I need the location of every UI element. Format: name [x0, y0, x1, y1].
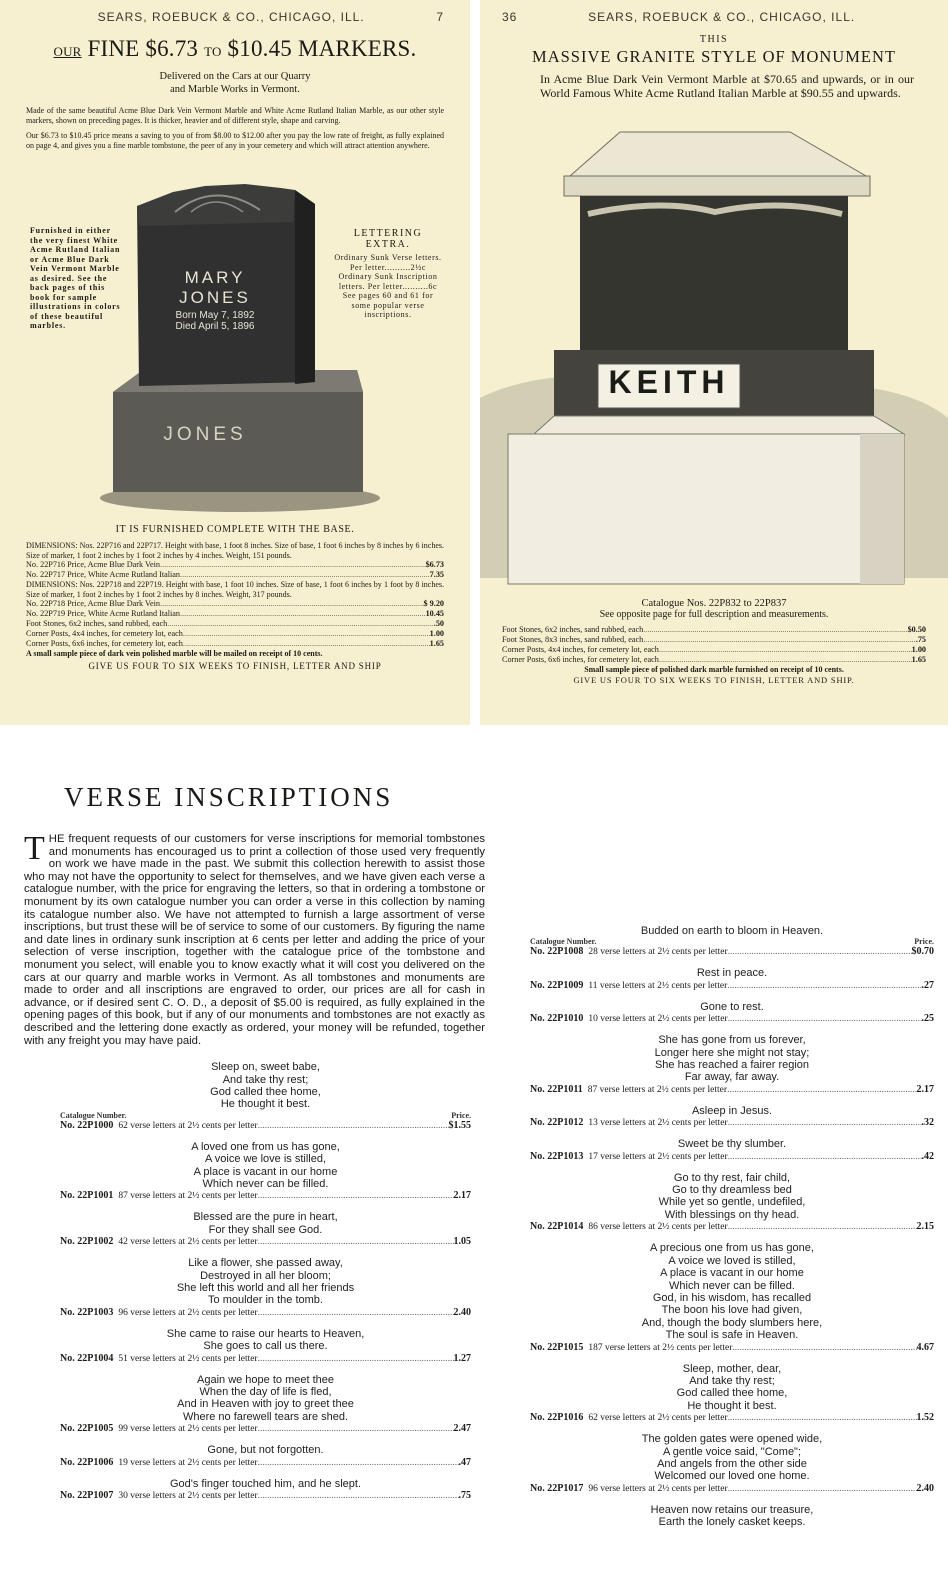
leader-dots [643, 635, 916, 645]
verse-text [530, 1138, 934, 1150]
verse-list-left [20, 1047, 489, 1501]
price-row-value: $ 9.20 [423, 599, 444, 608]
running-head [26, 10, 444, 24]
monument-illustration [480, 128, 948, 590]
catalogue-number: No. 22P1003 [60, 1306, 114, 1318]
leader-dots [258, 1191, 454, 1201]
verse-line: She came to raise our hearts to Heaven, [166, 1327, 365, 1340]
catalogue-number: No. 22P1000 [60, 1119, 114, 1131]
dimensions-block [26, 524, 444, 671]
description-para-1: Made of the same beautiful Acme Blue Dark Vein Vermont Marble and White Acme Rutland Italian Marble, as our other style markers, shown on preceding pages. It is thicker, heavier and of different style, shape and carving. [26, 106, 444, 125]
stone-name-2: JONES [179, 288, 251, 307]
verse-price: .75 [458, 1490, 471, 1502]
verse-price: 2.40 [916, 1482, 934, 1494]
stone-died: Died April 5, 1896 [175, 321, 255, 332]
monument-prices [502, 598, 926, 685]
price-row-value: 7.35 [429, 570, 444, 579]
price-row-label: Corner Posts, 4x4 inches, for cemetery lot, each [502, 645, 659, 654]
leader-dots [258, 1237, 454, 1247]
leader-dots [258, 1458, 459, 1468]
verse-line: Heaven now retains our treasure, [650, 1503, 814, 1516]
sample-note: A small sample piece of dark vein polished marble will be mailed on receipt of 10 cents. [26, 649, 323, 658]
verse-line: He thought it best. [687, 1399, 777, 1412]
verse-text [60, 1328, 471, 1353]
catalogue-number: No. 22P1006 [60, 1456, 114, 1468]
verse-entry-row [530, 1117, 934, 1128]
price-row-label: Foot Stones, 6x2 inches, sand rubbed, each [502, 625, 644, 634]
verse-entry-row [60, 1190, 471, 1201]
page-title: MASSIVE GRANITE STYLE OF MONUMENT [532, 47, 896, 66]
leader-dots [258, 1121, 449, 1131]
catalogue-number: No. 22P1004 [60, 1352, 114, 1364]
verse-entry-row [60, 1353, 471, 1364]
letter-count: 13 verse letters at 2½ cents per letter [588, 1118, 728, 1129]
letter-count: 10 verse letters at 2½ cents per letter [588, 1014, 728, 1025]
verse-line: Which never can be filled. [202, 1177, 329, 1190]
leader-dots [183, 639, 430, 649]
price-row [26, 609, 444, 619]
verse-text [60, 1478, 471, 1490]
leader-dots [183, 629, 430, 639]
verse-line: The soul is safe in Heaven. [665, 1329, 799, 1342]
verse-line: God's finger touched him, and he slept. [169, 1477, 362, 1490]
price-row-label: Corner Posts, 6x6 inches, for cemetery lot, each [26, 639, 183, 648]
lettering-title: LETTERING EXTRA. [353, 228, 423, 250]
base-inscription: JONES [163, 424, 247, 445]
verse-line: She goes to call us there. [203, 1340, 328, 1353]
letter-count: 51 verse letters at 2½ cents per letter [118, 1353, 258, 1364]
letter-count: 96 verse letters at 2½ cents per letter [588, 1483, 728, 1494]
verse-line: Asleep in Jesus. [691, 1104, 773, 1117]
verse-price: $0.70 [911, 946, 934, 958]
delivered-note [26, 70, 444, 96]
leader-dots [728, 1014, 922, 1024]
catalogue-number: No. 22P1009 [530, 979, 584, 991]
price-label: Price. [451, 1110, 471, 1120]
catalogue-number: No. 22P1010 [530, 1013, 584, 1025]
catalogue-header [60, 1111, 471, 1120]
leader-dots [258, 1424, 454, 1434]
verse-price: 1.52 [916, 1412, 934, 1424]
verse-entry-row [60, 1490, 471, 1501]
verse-text [530, 1001, 934, 1013]
description-para-2: Our $6.73 to $10.45 price means a saving to you of from $8.00 to $12.00 after you pay the low rate of freight, as fully explained on page 4, and gives you a fine marble tombstone, the peer of any in your cemetery and which will attract attention anywhere. [26, 131, 444, 150]
price-row [502, 655, 926, 665]
verse-price: $1.55 [448, 1119, 471, 1131]
stone-born: Born May 7, 1892 [175, 310, 255, 321]
verse-line: Gone, but not forgotten. [207, 1444, 324, 1457]
leader-dots [180, 570, 430, 580]
leader-dots [258, 1491, 459, 1501]
letter-count: 86 verse letters at 2½ cents per letter [588, 1222, 728, 1233]
catalogue-number: No. 22P1013 [530, 1150, 584, 1162]
monument-subtitle: In Acme Blue Dark Vein Vermont Marble at $70.65 and upwards, or in our World Famous White Acme Rutland Italian Marble at $90.55 and upwards. [540, 72, 914, 100]
verse-line: Which never can be filled. [669, 1279, 795, 1292]
intro-dropcap: T [24, 830, 45, 867]
verse-text [530, 1363, 934, 1413]
letter-count: 19 verse letters at 2½ cents per letter [118, 1457, 258, 1468]
verse-line: When the day of life is fled, [199, 1386, 332, 1398]
price-row [26, 639, 444, 649]
letter-count: 17 verse letters at 2½ cents per letter [588, 1151, 728, 1162]
running-head-title: SEARS, ROEBUCK & CO., CHICAGO, ILL. [588, 10, 856, 24]
marker-illustration [95, 182, 385, 512]
price-row [26, 599, 444, 609]
leader-dots [167, 619, 434, 629]
title-small: OUR [53, 44, 82, 59]
verse-line: Go to thy dreamless bed [672, 1184, 792, 1197]
verse-line: She left this world and all her friends [176, 1281, 355, 1294]
letter-count: 187 verse letters at 2½ cents per letter [588, 1342, 733, 1353]
verse-price: 2.15 [916, 1221, 934, 1233]
see-opposite: See opposite page for full description and measurements. [599, 609, 829, 620]
verse-line: Like a flower, she passed away, [188, 1257, 343, 1270]
price-row-value: 1.00 [911, 645, 926, 654]
leader-dots [258, 1354, 454, 1364]
price-row [502, 645, 926, 655]
verse-line: And in Heaven with joy to greet thee [177, 1398, 354, 1411]
catalog-page-36 [480, 0, 948, 725]
leader-dots [732, 1343, 916, 1353]
verse-line: A precious one from us has gone, [650, 1242, 814, 1255]
leader-dots [258, 1308, 454, 1318]
verse-line: God, in his wisdom, has recalled [652, 1291, 812, 1304]
accessory-price-list [502, 625, 926, 665]
price-row-value: $0.50 [907, 625, 926, 634]
intro-text: HE frequent requests of our customers for verse inscriptions for memorial tombstones and monuments has encouraged us to print a collection of those used very frequently on work we have made in the past. We submit this collection herewith to assist those who may not have the opportunity to select for themselves, and we have given each verse a catalogue number, with the price for engraving the letters, so that in ordering a tombstone or monument by its own catalogue number you can order a verse in this collection by naming its catalogue number also. We have not attempted to furnish a large assortment of verse inscriptions, but trust these will be of service to some of our customers. By figuring the name and date lines in ordinary sunk inscription at 6 cents per letter and adding the price of your selection of verse inscription, together with the catalogue price of the tombstone and monument you select, will enable you to know exactly what it will cost you delivered on the cars at our quarry and marble works in Vermont. As all tombstones and monuments are made to order and all inscriptions are engraved to order, our prices are all for cash in advance, or if desired sent C. O. D., a deposit of $5.00 is required, as fully explained in the opening pages of this book, but if any of our monuments and tombstones are not exactly as described and the lettering done exactly as ordered, your money will be refunded, together with any freight you may have paid. [24, 833, 485, 1047]
verse-price: 1.05 [453, 1236, 471, 1248]
price-row-label: No. 22P716 Price, Acme Blue Dark Vein [26, 560, 161, 569]
leader-dots [727, 981, 921, 991]
catalog-page-7 [0, 0, 470, 725]
verse-entry-row [60, 1423, 471, 1434]
letter-count: 99 verse letters at 2½ cents per letter [118, 1424, 258, 1435]
verse-line: The boon his love had given, [661, 1304, 803, 1317]
verse-line: Blessed are the pure in heart, [193, 1211, 338, 1224]
verse-price: 4.67 [916, 1341, 934, 1353]
verse-line: With blessings on thy head. [664, 1208, 800, 1221]
price-row-label: No. 22P718 Price, Acme Blue Dark Vein [26, 599, 161, 608]
letter-count: 87 verse letters at 2½ cents per letter [118, 1191, 258, 1202]
letter-count: 62 verse letters at 2½ cents per letter [118, 1120, 258, 1131]
page-footer: GIVE US FOUR TO SIX WEEKS TO FINISH, LETTER AND SHIP [88, 660, 382, 671]
verse-line: A voice we loved is stilled, [668, 1254, 796, 1267]
verse-line: Longer here she might not stay; [654, 1046, 810, 1059]
verse-text [530, 1433, 934, 1483]
price-list-2 [26, 599, 444, 649]
catalogue-number: No. 22P1016 [530, 1412, 584, 1424]
verse-line: Destroyed in all her bloom; [200, 1269, 331, 1282]
leader-dots [659, 655, 912, 665]
verse-entry-row [530, 1221, 934, 1232]
catalogue-number: No. 22P1011 [530, 1083, 583, 1095]
verse-line: A place is vacant in our home [193, 1165, 338, 1178]
verse-line: A gentle voice said, "Come"; [662, 1445, 802, 1458]
verse-line: Rest in peace. [696, 967, 768, 980]
verse-line: Sleep, mother, dear, [682, 1362, 782, 1375]
verse-price: 2.17 [453, 1190, 471, 1202]
verse-line: A loved one from us has gone, [191, 1140, 340, 1153]
price-row-value: $6.73 [425, 560, 444, 569]
price-row-label: Foot Stones, 6x2 inches, sand rubbed, each [26, 619, 168, 628]
verse-text [530, 967, 934, 979]
verse-price: 2.47 [453, 1423, 471, 1435]
dimensions-2: DIMENSIONS: Nos. 22P718 and 22P719. Height with base, 1 foot 10 inches. Size of base, 1 foot 6 inches by 1 foot by 8 inches. Size of marker, 1 foot 2 inches by 1 foot 2 inches by 8 inches. Weight, 317 pounds. [26, 580, 444, 599]
marble-options-note: Furnished in either the very finest White Acme Rutland Italian or Acme Blue Dark Vein Vermont Marble as desired. See the back pages of this book for sample illustrations in colors of these beautiful marbles. [30, 226, 121, 330]
leader-dots [180, 609, 426, 619]
price-row [26, 629, 444, 639]
verse-price: .47 [458, 1456, 471, 1468]
verse-page-left [0, 740, 505, 1594]
verse-line: Welcomed our loved one home. [654, 1470, 810, 1483]
verse-line: Sleep on, sweet babe, [211, 1061, 320, 1074]
verse-heading: VERSE INSCRIPTIONS [64, 782, 394, 812]
price-row-label: Corner Posts, 4x4 inches, for cemetery lot, each [26, 629, 183, 638]
sample-note: Small sample piece of polished dark marble furnished on receipt of 10 cents. [584, 665, 844, 674]
price-row-value: 1.00 [429, 629, 444, 638]
leader-dots [728, 1152, 922, 1162]
verse-line: God called thee home, [210, 1085, 321, 1098]
verse-entry-row [530, 1013, 934, 1024]
verse-line: And angels from the other side [657, 1457, 807, 1470]
page-footer: GIVE US FOUR TO SIX WEEKS TO FINISH, LETTER AND SHIP. [573, 674, 855, 685]
verse-price: .27 [921, 979, 934, 991]
verse-text [60, 1374, 471, 1424]
letter-count: 62 verse letters at 2½ cents per letter [588, 1413, 728, 1424]
marker-inscription [150, 268, 280, 332]
verse-line: A place is vacant in our home [660, 1267, 804, 1280]
dimensions-1: DIMENSIONS: Nos. 22P716 and 22P717. Height with base, 1 foot 8 inches. Size of base, 1 foot 6 inches by 8 inches by 6 inches. Size of marker, 1 foot 2 inches by 1 foot 2 inches by 4 inches. Weight, 151 pounds. [26, 541, 444, 560]
leader-dots [728, 947, 912, 957]
catalogue-number-label: Catalogue Number. [530, 937, 597, 947]
verse-line: Far away, far away. [684, 1071, 780, 1084]
verse-entry-row [530, 1342, 934, 1353]
title-to: TO [204, 44, 222, 59]
verse-line: And take thy rest; [222, 1073, 309, 1086]
verse-list-right [522, 925, 940, 1529]
verse-price: 1.27 [453, 1352, 471, 1364]
verse-entry-row [530, 1483, 934, 1494]
verse-entry-row [60, 1457, 471, 1468]
verse-line: Earth the lonely casket keeps. [658, 1516, 806, 1529]
verse-line: And take thy rest; [689, 1374, 775, 1387]
leader-dots [728, 1484, 917, 1494]
verse-text [530, 1105, 934, 1117]
catalogue-number: No. 22P1008 [530, 946, 584, 958]
leader-dots [643, 625, 907, 635]
page-title [26, 36, 444, 62]
price-row [26, 570, 444, 580]
price-row-value: .50 [433, 619, 444, 628]
price-row-label: No. 22P717 Price, White Acme Rutland Italian [26, 570, 181, 579]
running-head [502, 10, 926, 24]
verse-page-right [512, 925, 948, 1594]
verse-entry-row [60, 1236, 471, 1247]
verse-entry-row [530, 1084, 934, 1095]
delivered-line-1: Delivered on the Cars at our Quarry [159, 71, 311, 82]
leader-dots [160, 599, 424, 609]
price-row [502, 625, 926, 635]
verse-text [60, 1444, 471, 1456]
leader-dots [728, 1222, 917, 1232]
verse-line: A voice we love is stilled, [204, 1153, 327, 1166]
verse-price: .25 [921, 1013, 934, 1025]
letter-count: 42 verse letters at 2½ cents per letter [118, 1237, 258, 1248]
verse-entry-row [60, 1120, 471, 1131]
letter-count: 30 verse letters at 2½ cents per letter [118, 1491, 258, 1502]
verse-line: Budded on earth to bloom in Heaven. [640, 925, 824, 937]
leader-dots [659, 645, 912, 655]
letter-count: 11 verse letters at 2½ cents per letter [588, 980, 728, 991]
price-row [502, 635, 926, 645]
price-row-value: .75 [915, 635, 926, 644]
catalogue-number: No. 22P1005 [60, 1423, 114, 1435]
verse-text [60, 1141, 471, 1191]
verse-intro [20, 830, 489, 1047]
leader-dots [727, 1085, 916, 1095]
leader-dots [728, 1118, 922, 1128]
price-row [26, 619, 444, 629]
letter-count: 28 verse letters at 2½ cents per letter [588, 947, 728, 958]
title-main-b: $10.45 MARKERS. [227, 36, 417, 61]
price-row-label: Foot Stones, 8x3 inches, sand rubbed, each [502, 635, 644, 644]
verse-line: He thought it best. [220, 1098, 311, 1111]
lettering-text: Ordinary Sunk Verse letters. Per letter..........2½c Ordinary Sunk Inscription letters. Per letter..........6c See pages 60 and 61 for some popular verse inscriptions. [334, 253, 442, 319]
catalogue-number: No. 22P1001 [60, 1190, 114, 1202]
verse-line: To moulder in the tomb. [208, 1294, 323, 1307]
verse-text [530, 925, 934, 937]
verse-line: Again we hope to meet thee [197, 1373, 334, 1386]
verse-line: Gone to rest. [700, 1000, 764, 1013]
verse-line: God called thee home, [676, 1387, 788, 1400]
verse-price: 2.40 [453, 1306, 471, 1318]
title-this: THIS [699, 34, 729, 45]
price-row-label: Corner Posts, 6x6 inches, for cemetery lot, each [502, 655, 659, 664]
stone-name-1: MARY [184, 268, 246, 287]
verse-text [530, 1172, 934, 1222]
verse-price: 2.17 [916, 1083, 934, 1095]
verse-text [60, 1257, 471, 1307]
verse-line: While yet so gentle, undefiled, [658, 1196, 806, 1209]
price-row-label: No. 22P719 Price, White Acme Rutland Italian [26, 609, 181, 618]
catalogue-number: No. 22P1015 [530, 1341, 584, 1353]
catalogue-number: No. 22P1017 [530, 1482, 584, 1494]
catalogue-number: No. 22P1012 [530, 1117, 584, 1129]
verse-text [60, 1211, 471, 1236]
verse-entry-row [530, 1412, 934, 1423]
leader-dots [160, 560, 426, 570]
verse-price: .42 [921, 1150, 934, 1162]
verse-line: Sweet be thy slumber. [677, 1138, 787, 1151]
monument-plate: KEITH [608, 364, 730, 400]
delivered-line-2: and Marble Works in Vermont. [170, 84, 300, 95]
verse-line: The golden gates were opened wide, [641, 1433, 823, 1446]
price-row-value: 10.45 [425, 609, 444, 618]
catalogue-number: No. 22P1002 [60, 1236, 114, 1248]
price-row [26, 560, 444, 570]
verse-text [60, 1061, 471, 1111]
letter-count: 96 verse letters at 2½ cents per letter [118, 1307, 258, 1318]
verse-line: Go to thy rest, fair child, [673, 1171, 791, 1184]
verse-entry-row [530, 1151, 934, 1162]
price-row-value: 1.65 [911, 655, 926, 664]
verse-entry-row [60, 1307, 471, 1318]
running-head-title: SEARS, ROEBUCK & CO., CHICAGO, ILL. [97, 10, 365, 24]
page-number: 7 [436, 10, 444, 24]
verse-text [530, 1504, 934, 1529]
title-main-a: FINE $6.73 [87, 36, 199, 61]
verse-price: .32 [921, 1117, 934, 1129]
price-row-value: 1.65 [429, 639, 444, 648]
verse-line: She has reached a fairer region [654, 1059, 810, 1072]
verse-text [530, 1242, 934, 1341]
verse-line: And, though the body slumbers here, [641, 1316, 823, 1329]
price-label: Price. [914, 937, 934, 947]
page-number: 36 [502, 10, 518, 24]
catalogue-header [530, 937, 934, 946]
verse-line: Where no farewell tears are shed. [182, 1410, 349, 1423]
catalogue-number: No. 22P1007 [60, 1490, 114, 1502]
verse-entry-row [530, 946, 934, 957]
verse-entry-row [530, 980, 934, 991]
catalogue-number-label: Catalogue Number. [60, 1110, 127, 1120]
verse-text [530, 1034, 934, 1084]
leader-dots [728, 1413, 917, 1423]
price-list-1 [26, 560, 444, 580]
catalogue-number: No. 22P1014 [530, 1221, 584, 1233]
verse-line: For they shall see God. [208, 1223, 323, 1236]
catalogue-numbers: Catalogue Nos. 22P832 to 22P837 [641, 598, 787, 609]
letter-count: 87 verse letters at 2½ cents per letter [587, 1084, 728, 1095]
verse-line: She has gone from us forever, [658, 1034, 806, 1047]
base-caption: IT IS FURNISHED COMPLETE WITH THE BASE. [115, 524, 355, 535]
